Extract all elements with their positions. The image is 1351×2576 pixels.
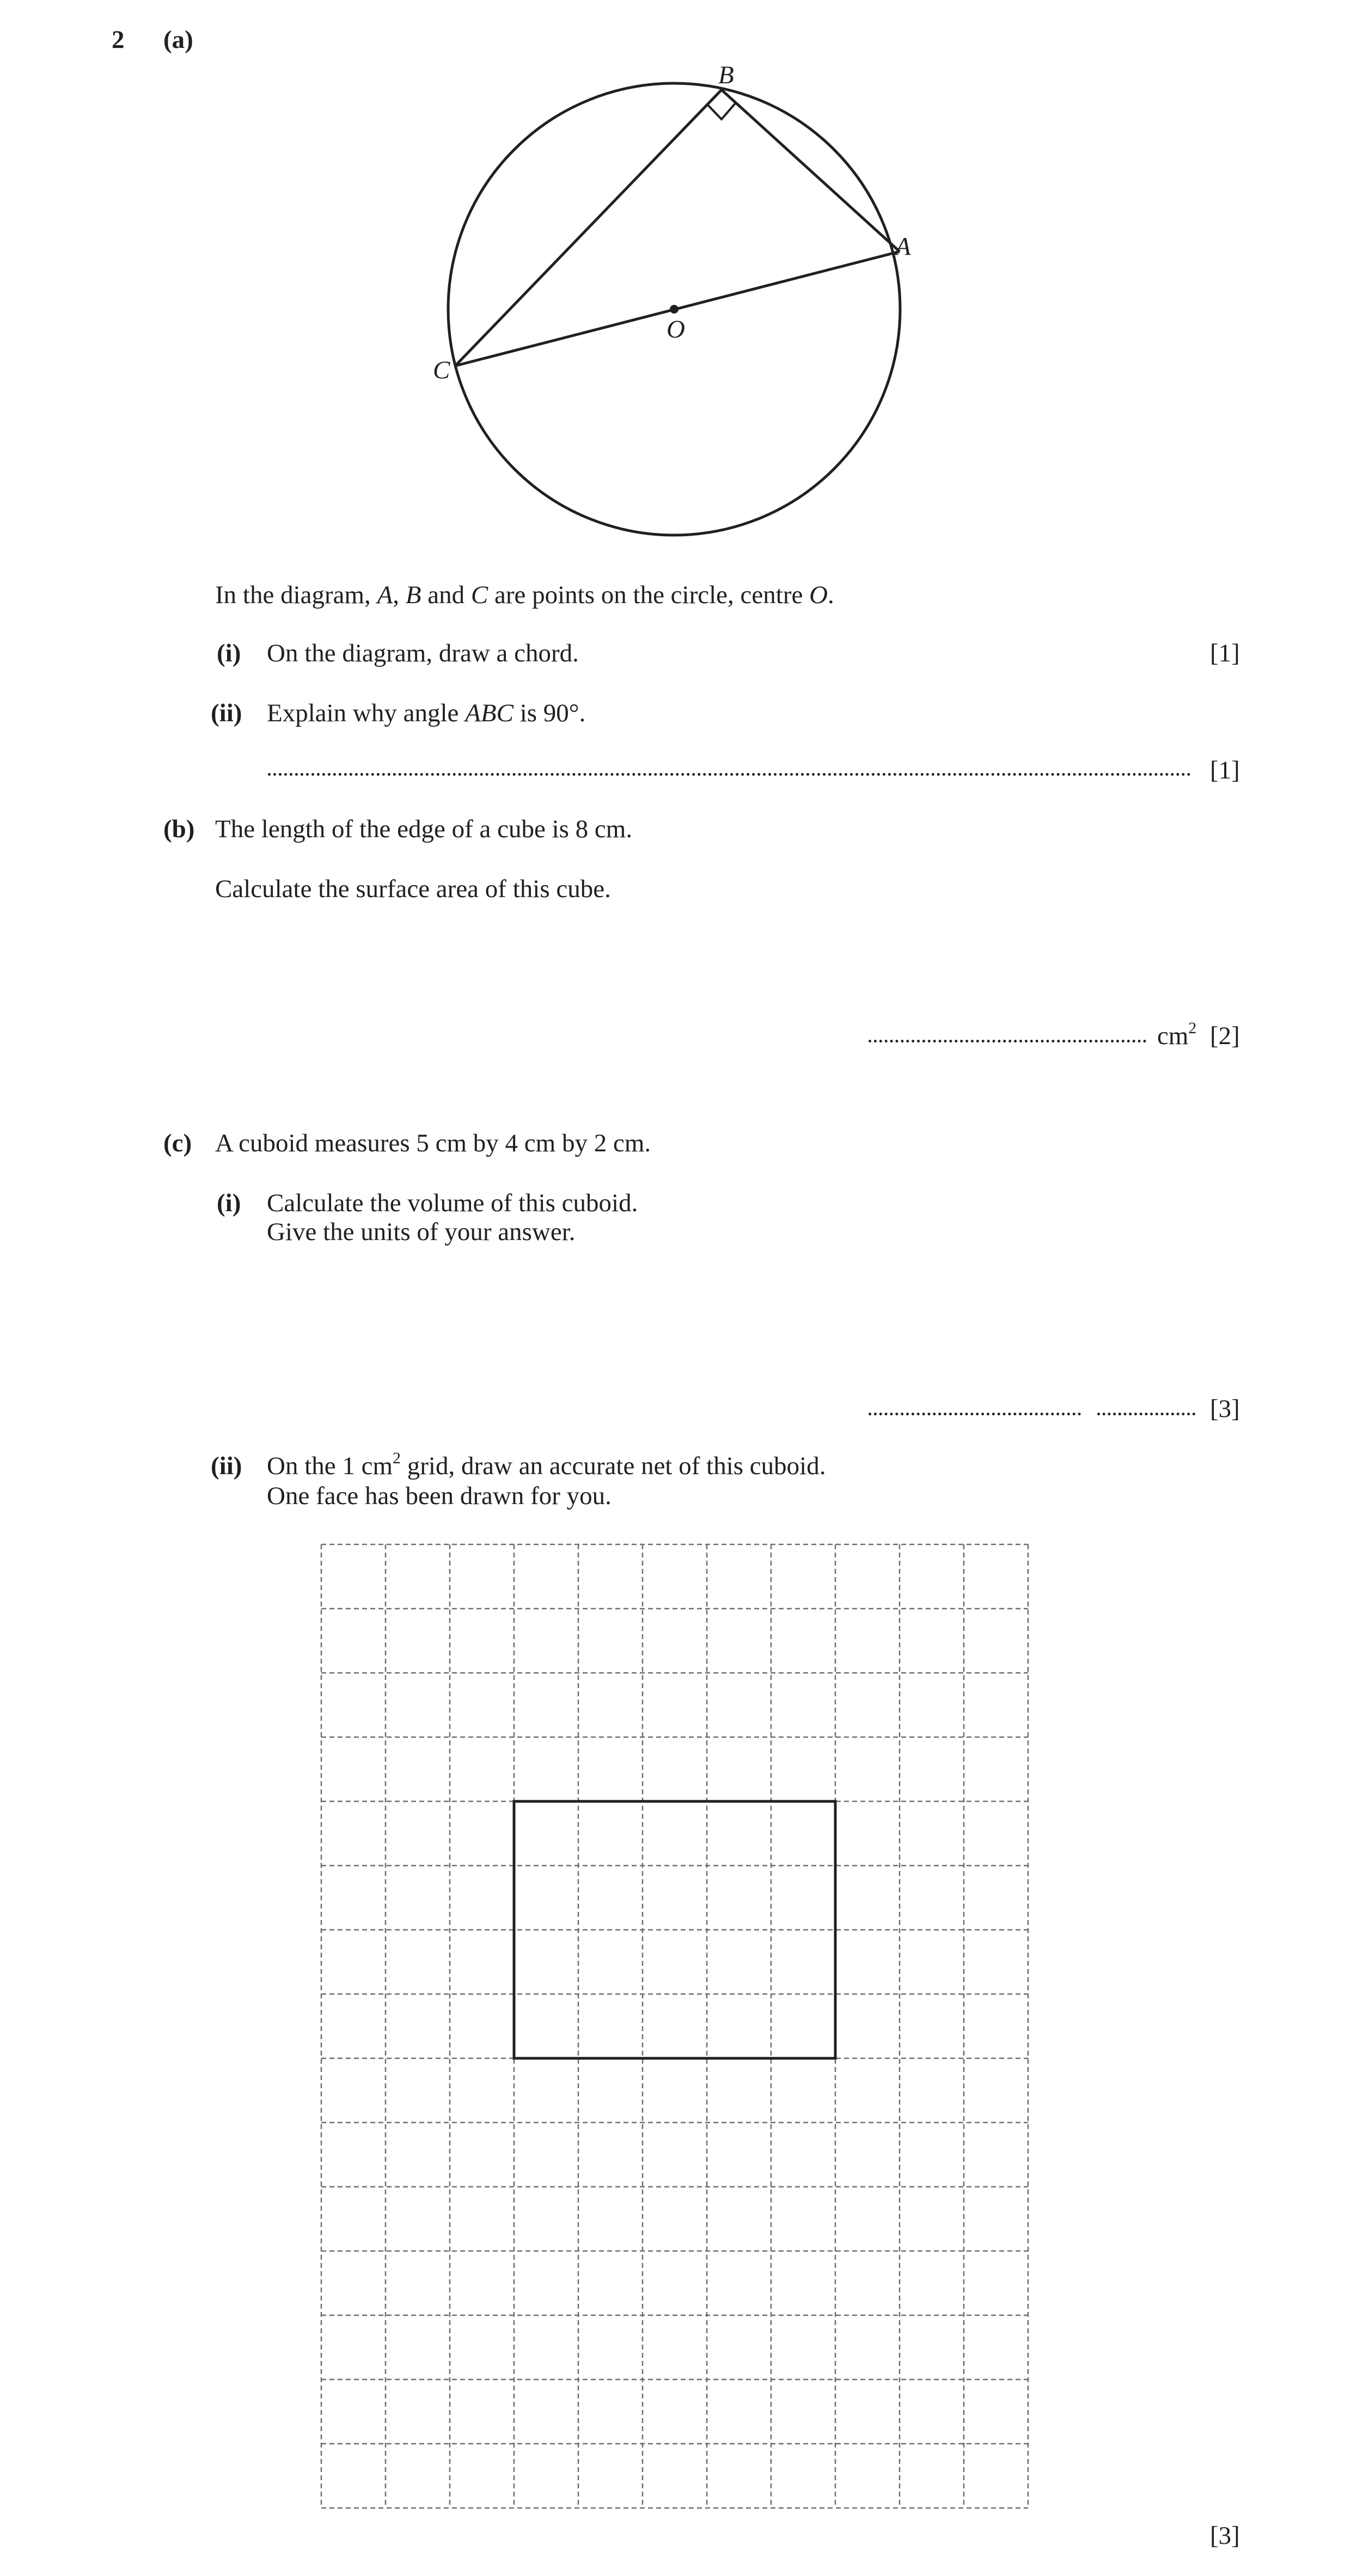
part-c-label: (c): [163, 1129, 192, 1157]
right-angle-marker: [707, 103, 736, 119]
answer-line-b[interactable]: [869, 1040, 1146, 1042]
line-ba: [722, 90, 900, 252]
part-c-ii-label: (ii): [211, 1452, 242, 1480]
part-b-unit: $cm^2$: [1157, 1019, 1197, 1050]
part-b-marks: [2]: [1210, 1022, 1240, 1050]
part-c-stem: A cuboid measures 5 cm by 4 cm by 2 cm.: [215, 1129, 651, 1157]
part-c-i-marks: [3]: [1210, 1395, 1240, 1423]
part-a-i-label: (i): [217, 639, 241, 667]
part-b-line1: The length of the edge of a cube is 8 cm.: [215, 815, 633, 843]
part-a-i-text: On the diagram, draw a chord.: [267, 639, 579, 667]
point-label-c: C: [433, 356, 450, 384]
part-b-line2: Calculate the surface area of this cube.: [215, 875, 611, 903]
centre-point: [670, 305, 678, 314]
part-a-i-marks: [1]: [1210, 639, 1240, 667]
part-a-label: (a): [163, 26, 193, 54]
part-c-i-label: (i): [217, 1189, 241, 1217]
answer-line-c-i-value[interactable]: [869, 1413, 1081, 1415]
answer-line-a-ii[interactable]: [268, 773, 1191, 776]
part-c-ii-line2: One face has been drawn for you.: [267, 1482, 612, 1510]
part-a-ii-text: Explain why angle ABC is 90°.: [267, 699, 586, 727]
answer-line-c-i-units[interactable]: [1097, 1413, 1195, 1415]
part-a-ii-label: (ii): [211, 699, 242, 727]
point-label-o: O: [667, 315, 685, 344]
part-c-ii-marks: [3]: [1210, 2522, 1240, 2550]
part-b-label: (b): [163, 815, 195, 843]
part-a-stem: In the diagram, A, B and C are points on the circle, centre O.: [215, 581, 834, 609]
point-label-a: A: [895, 232, 911, 261]
part-a-ii-marks: [1]: [1210, 756, 1240, 784]
part-c-i-line2: Give the units of your answer.: [267, 1218, 576, 1246]
centimetre-grid[interactable]: [320, 1543, 1031, 2510]
part-c-i-line1: Calculate the volume of this cuboid.: [267, 1189, 638, 1217]
circle-diagram: [0, 0, 1351, 544]
question-number: 2: [112, 26, 125, 54]
part-c-ii-line1: On the 1 $cm^2$ grid, draw an accurate net of this cuboid.: [267, 1449, 826, 1480]
point-label-b: B: [718, 61, 734, 89]
